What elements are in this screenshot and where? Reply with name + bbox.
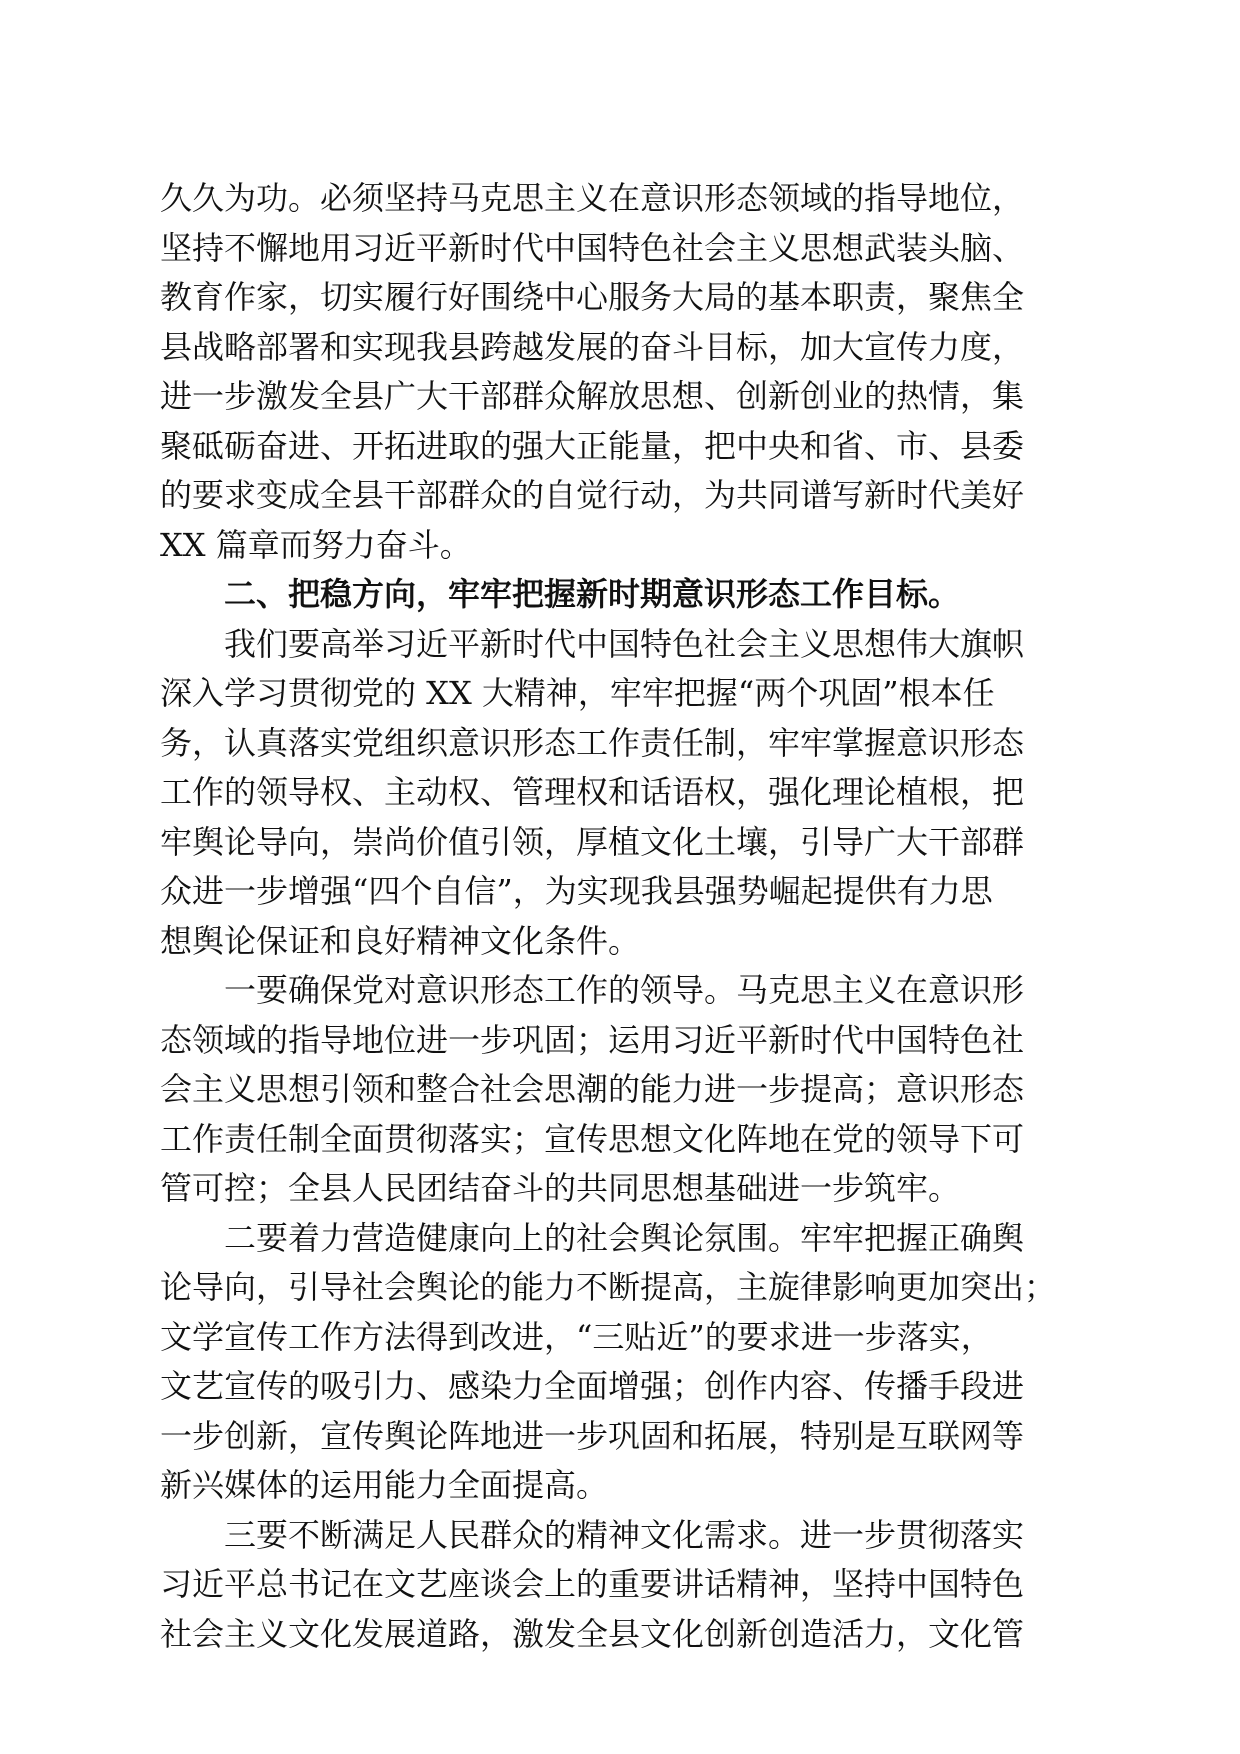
text-line: 教育作家，切实履行好围绕中心服务大局的基本职责，聚焦全: [160, 278, 1025, 316]
text-line: 文学宣传工作方法得到改进，“三贴近”的要求进一步落实，: [160, 1317, 993, 1356]
text-line: 一要确保党对意识形态工作的领导。马克思主义在意识形: [224, 971, 1025, 1009]
text-line: 会主义思想引领和整合社会思潮的能力进一步提高；意识形态: [160, 1070, 1025, 1108]
text-line: 坚持不懈地用习近平新时代中国特色社会主义思想武装头脑、: [160, 228, 1025, 267]
text-line: 新兴媒体的运用能力全面提高。: [160, 1466, 609, 1504]
text-line: 工作的领导权、主动权、管理权和话语权，强化理论植根，把: [160, 773, 1025, 811]
text-line: 我们要高举习近平新时代中国特色社会主义思想伟大旗帜: [224, 624, 1025, 663]
text-line: 态领域的指导地位进一步巩固；运用习近平新时代中国特色社: [160, 1020, 1025, 1059]
text-line: 深入学习贯彻党的 XX 大精神，牢牢把握“两个巩固”根本任: [160, 674, 995, 712]
text-line: 工作责任制全面贯彻落实；宣传思想文化阵地在党的领导下可: [160, 1119, 1025, 1158]
text-line: 一步创新，宣传舆论阵地进一步巩固和拓展，特别是互联网等: [160, 1416, 1025, 1455]
text-line: 县战略部署和实现我县跨越发展的奋斗目标，加大宣传力度，: [160, 327, 1025, 366]
text-line: 社会主义文化发展道路，激发全县文化创新创造活力，文化管: [160, 1614, 1025, 1653]
text-line: 牢舆论导向，崇尚价值引领，厚植文化土壤，引导广大干部群: [160, 822, 1025, 861]
text-line: XX 篇章而努力奋斗。: [160, 525, 472, 564]
text-line: 众进一步增强“四个自信”，为实现我县强势崛起提供有力思: [160, 872, 993, 910]
section-heading: 二、把稳方向，牢牢把握新时期意识形态工作目标。: [224, 575, 961, 613]
document-body: [160, 174, 1080, 1659]
text-line: 想舆论保证和良好精神文化条件。: [160, 921, 641, 960]
text-line: 聚砥砺奋进、开拓进取的强大正能量，把中央和省、市、县委: [160, 426, 1025, 465]
text-line: 进一步激发全县广大干部群众解放思想、创新创业的热情，集: [160, 377, 1025, 415]
text-line: 习近平总书记在文艺座谈会上的重要讲话精神，坚持中国特色: [160, 1565, 1025, 1603]
text-line: 论导向，引导社会舆论的能力不断提高，主旋律影响更加突出；: [160, 1268, 1057, 1306]
text-line: 三要不断满足人民群众的精神文化需求。进一步贯彻落实: [224, 1515, 1025, 1554]
text-line: 务，认真落实党组织意识形态工作责任制，牢牢掌握意识形态: [160, 723, 1025, 762]
text-line: 文艺宣传的吸引力、感染力全面增强；创作内容、传播手段进: [160, 1367, 1025, 1405]
text-line: 的要求变成全县干部群众的自觉行动，为共同谱写新时代美好: [160, 476, 1025, 514]
text-line: 管可控；全县人民团结奋斗的共同思想基础进一步筑牢。: [160, 1169, 961, 1207]
text-line: 二要着力营造健康向上的社会舆论氛围。牢牢把握正确舆: [224, 1218, 1025, 1257]
text-line: 久久为功。必须坚持马克思主义在意识形态领域的指导地位，: [160, 179, 1025, 217]
